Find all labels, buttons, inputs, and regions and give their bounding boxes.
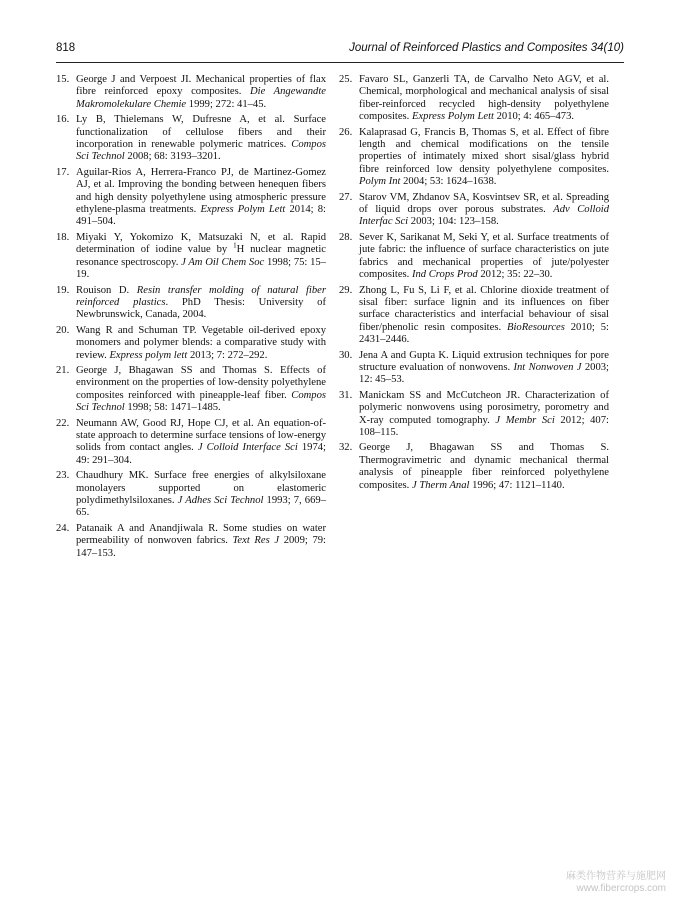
- reference-segment: 2008; 68: 3193–3201.: [124, 151, 221, 163]
- journal-name: Express Polym Lett: [200, 204, 286, 216]
- reference-segment: Neumann AW, Good RJ, Hope CJ, et al. An equation-of-state approach to determine surface tensions of low-energy solids from contact angles.: [76, 417, 326, 454]
- reference-text: [359, 74, 609, 122]
- reference-item: [56, 114, 326, 164]
- journal-name: Express Polym Lett: [411, 111, 494, 123]
- journal-name: Compos Sci Technol: [76, 389, 326, 414]
- journal-name: Adv Colloid Interfac Sci: [359, 204, 609, 228]
- references-left-column: [56, 74, 326, 563]
- reference-segment: 2003; 104: 123–158.: [408, 216, 499, 228]
- references-right-column: [339, 74, 609, 495]
- journal-name: J Colloid Interface Sci: [197, 442, 298, 454]
- reference-segment: 2010; 5: 2431–2446.: [359, 321, 610, 346]
- reference-segment: Miyaki Y, Yokomizo K, Matsuzaki N, et al. Rapid determination of iodine value by: [76, 231, 326, 256]
- reference-text: [359, 350, 609, 386]
- reference-segment: Chaudhury MK. Surface free energies of alkylsiloxane monolayers supported on elastomeric polydimethylsiloxanes.: [76, 470, 326, 506]
- superscript: 1: [233, 241, 237, 250]
- journal-name: Int Nonwoven J: [513, 361, 582, 373]
- reference-number: 29.: [339, 284, 353, 296]
- reference-number: 31.: [339, 389, 353, 401]
- journal-name: BioResources: [507, 321, 565, 333]
- reference-segment: Ly B, Thielemans W, Dufresne A, et al. Surface functionalization of cellulose fibers and their incorporation in renewable polymeric matrices.: [76, 114, 326, 151]
- reference-text: [76, 74, 326, 110]
- reference-text: [359, 390, 609, 438]
- reference-item: [56, 167, 326, 229]
- journal-name: J Membr Sci: [495, 414, 555, 426]
- reference-number: 23.: [56, 470, 70, 482]
- reference-segment: Manickam SS and McCutcheon JR. Characterization of polymeric nonwovens using porosimetry, porometry and X-ray computed tomography.: [359, 389, 609, 426]
- reference-segment: Aguilar-Rios A, Herrera-Franco PJ, de Martinez-Gomez AJ, et al. Improving the bonding between henequen fibers and high density polyethylene using atmospheric pressure ethylene-plasma treatments.: [76, 166, 326, 216]
- journal-name: Die Angewandte Makromolekulare Chemie: [76, 86, 326, 110]
- reference-text: [359, 192, 609, 228]
- reference-segment: Sever K, Sarikanat M, Seki Y, et al. Surface treatments of jute fabric: the influence of surface characteristics on jute fabrics and mechanical properties of jute/polyester composites.: [359, 231, 609, 281]
- reference-segment: 2010; 4: 465–473.: [493, 111, 575, 123]
- reference-segment: 1999; 272: 41–45.: [186, 98, 267, 110]
- reference-text: [76, 285, 326, 321]
- reference-text: [76, 365, 326, 413]
- reference-segment: Starov VM, Zhdanov SA, Kosvintsev SR, et al. Spreading of liquid drops over porous substrates.: [359, 191, 609, 216]
- journal-name: Compos Sci Technol: [76, 139, 326, 163]
- reference-number: 26.: [339, 126, 353, 138]
- reference-segment: . PhD Thesis: University of Newbrunswick, Canada, 2004.: [76, 296, 326, 321]
- reference-item: [339, 390, 609, 440]
- reference-number: 18.: [56, 231, 70, 243]
- reference-item: [56, 470, 326, 520]
- reference-item: [339, 442, 609, 492]
- page-number: 818: [56, 42, 76, 54]
- journal-name: Ind Crops Prod: [411, 269, 478, 281]
- reference-text: [76, 325, 326, 361]
- reference-segment: Patanaik A and Anandjiwala R. Some studies on water permeability of nonwoven fabrics.: [76, 522, 326, 547]
- journal-name: Text Res J: [232, 535, 280, 547]
- reference-segment: George J and Verpoest JI. Mechanical properties of flax fibre reinforced epoxy composites.: [76, 74, 326, 98]
- reference-segment: 2009; 79: 147–153.: [76, 535, 327, 559]
- watermark-line-2: www.fibercrops.com: [576, 883, 666, 894]
- reference-segment: Jena A and Gupta K. Liquid extrusion techniques for pore structure evaluation of nonwovens.: [359, 349, 609, 373]
- watermark-line-1: 麻类作物营养与施肥网: [566, 871, 666, 882]
- reference-item: [339, 350, 609, 387]
- reference-text: [359, 232, 609, 280]
- reference-number: 30.: [339, 349, 353, 361]
- reference-segment: Rouison D.: [76, 284, 137, 296]
- reference-number: 17.: [56, 166, 70, 178]
- journal-name: J Therm Anal: [411, 479, 470, 491]
- reference-item: [56, 74, 326, 111]
- reference-number: 32.: [339, 442, 353, 454]
- reference-segment: Zhong L, Fu S, Li F, et al. Chlorine dioxide treatment of sisal fiber: surface lignin and its influences on fiber surface characteristics and interfacial behaviour of sisal fiber/phenolic resin composites.: [359, 284, 609, 333]
- reference-number: 20.: [56, 324, 70, 336]
- reference-item: [339, 127, 609, 189]
- reference-segment: George J, Bhagawan SS and Thomas S. Effects of environment on the properties of low-density polyethylene composites reinforced with pineapple-leaf fiber.: [76, 364, 326, 401]
- reference-segment: Favaro SL, Ganzerli TA, de Carvalho Neto AGV, et al. Chemical, morphological and mechanical analysis of sisal fiber-reinforced recycled high-density polyethylene composites.: [359, 74, 609, 123]
- reference-item: [339, 232, 609, 282]
- reference-number: 28.: [339, 231, 353, 243]
- reference-number: 24.: [56, 522, 70, 534]
- reference-number: 21.: [56, 364, 70, 376]
- journal-title: Journal of Reinforced Plastics and Composites 34(10): [349, 42, 624, 54]
- reference-item: [56, 418, 326, 468]
- watermark: [536, 871, 666, 895]
- reference-segment: 2013; 7: 272–292.: [187, 349, 268, 361]
- reference-number: 15.: [56, 74, 70, 85]
- journal-name: Express polym lett: [109, 349, 188, 361]
- reference-item: [56, 523, 326, 560]
- journal-name: J Am Oil Chem Soc: [181, 256, 265, 268]
- reference-segment: Kalaprasad G, Francis B, Thomas S, et al. Effect of fibre length and chemical modifications on the tensile properties of intimately mixed short sisal/glass hybrid fibre reinforced low density polyethylene composites.: [359, 126, 609, 175]
- reference-segment: H nuclear magnetic resonance spectroscopy.: [76, 244, 326, 268]
- reference-item: [56, 232, 326, 282]
- reference-text: [76, 232, 326, 280]
- reference-number: 25.: [339, 74, 353, 85]
- reference-text: [76, 523, 326, 559]
- reference-item: [339, 192, 609, 229]
- reference-item: [339, 285, 609, 347]
- reference-segment: Wang R and Schuman TP. Vegetable oil-derived epoxy monomers and polymer blends: a comparative study with review.: [76, 324, 326, 361]
- reference-item: [56, 325, 326, 362]
- page-header: [56, 40, 624, 62]
- reference-segment: 2012; 407: 108–115.: [359, 414, 609, 438]
- reference-segment: 1993; 7, 669–65.: [76, 495, 326, 519]
- reference-number: 22.: [56, 417, 70, 429]
- reference-text: [76, 470, 326, 518]
- reference-text: [76, 418, 326, 466]
- reference-segment: 1998; 58: 1471–1485.: [124, 402, 221, 414]
- journal-name: J Adhes Sci Technol: [177, 495, 264, 506]
- reference-text: [359, 127, 609, 188]
- reference-number: 19.: [56, 284, 70, 296]
- reference-text: [359, 285, 609, 346]
- reference-number: 27.: [339, 191, 353, 203]
- reference-text: [76, 114, 326, 162]
- reference-segment: 2003; 12: 45–53.: [359, 361, 609, 386]
- reference-segment: George J, Bhagawan SS and Thomas S. Thermogravimetric and dynamic mechanical thermal analysis of pineapple fiber reinforced polyethylene composites.: [359, 442, 609, 491]
- reference-segment: 2004; 53: 1624–1638.: [400, 176, 497, 188]
- reference-segment: 1998; 75: 15–19.: [76, 256, 326, 281]
- reference-text: [76, 167, 326, 228]
- reference-segment: 1974; 49: 291–304.: [76, 442, 326, 466]
- reference-item: [56, 365, 326, 415]
- reference-text: [359, 442, 609, 490]
- reference-segment: 1996; 47: 1121–1140.: [469, 479, 565, 491]
- reference-item: [56, 285, 326, 322]
- reference-number: 16.: [56, 114, 70, 126]
- reference-item: [339, 74, 609, 124]
- reference-segment: 2014; 8: 491–504.: [76, 204, 326, 228]
- header-rule: [56, 62, 624, 63]
- reference-segment: 2012; 35: 22–30.: [477, 269, 553, 281]
- journal-name: Resin transfer molding of natural fiber reinforced plastics: [76, 284, 326, 308]
- journal-name: Polym Int: [359, 176, 401, 188]
